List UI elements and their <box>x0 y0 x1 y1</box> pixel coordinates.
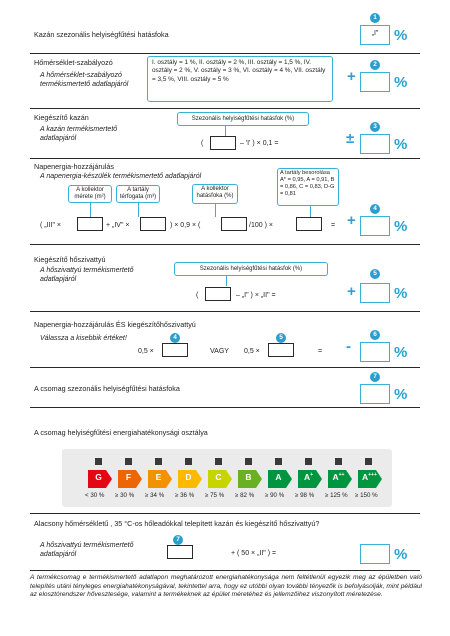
divider-4 <box>30 244 420 245</box>
tank-volume-label: A tartály térfogata (m³) <box>116 185 160 203</box>
energy-class-arrow <box>358 470 382 488</box>
energy-class-label: C <box>215 472 222 482</box>
energy-class-checkbox[interactable] <box>155 458 162 465</box>
badge-6: 6 <box>370 330 380 340</box>
energy-class-threshold: ≥ 82 % <box>235 492 255 499</box>
supplementary-boiler-box[interactable] <box>360 134 390 154</box>
heat-pump-efficiency-input[interactable] <box>205 287 231 301</box>
energy-class-label: A++ <box>332 472 345 482</box>
choice-value-4-input[interactable] <box>162 343 188 357</box>
temperature-controller-title: Hőmérséklet-szabályozó <box>34 58 113 67</box>
energy-class-label: D <box>185 472 192 482</box>
low-temp-result-box[interactable] <box>360 544 390 564</box>
energy-class-arrow <box>268 470 292 488</box>
plus-minus-sign-3: ± <box>346 130 355 147</box>
boiler-formula-open: ( <box>201 140 204 147</box>
solar-heat-pump-box[interactable] <box>360 342 390 362</box>
heat-pump-box[interactable] <box>360 283 390 303</box>
solar-and-heat-pump-title: Napenergia-hozzájárulás ÉS kiegészítőhőszivattyú <box>34 320 196 329</box>
energy-class-threshold: ≥ 90 % <box>265 492 285 499</box>
solar-formula-mid: ) × 0,9 × ( <box>170 222 201 229</box>
tank-class-label: A tartály besorolása A* = 0,95, A = 0,91, B = 0,86, C = 0,83, D-G = 0,81 <box>277 168 339 206</box>
boiler-efficiency-input[interactable] <box>210 136 236 150</box>
energy-class-label: E <box>155 472 162 482</box>
solar-contribution-title: Napenergia-hozzájárulás <box>34 162 114 171</box>
divider-1 <box>30 53 420 54</box>
percent-sign-3: % <box>394 136 408 153</box>
divider-7 <box>30 407 420 408</box>
supplementary-boiler-title: Kiegészítő kazán <box>34 113 89 122</box>
arrow-tank-volume <box>138 203 139 217</box>
boiler-arrow <box>225 126 226 136</box>
badge-6-5: 5 <box>276 333 286 343</box>
controller-class-table: I. osztály = 1 %, II. osztály = 2 %, III. osztály = 1,5 %, IV. osztály = 2 %, V. osztály = 3 %, VI. osztály = 4 %, VII. osztály = 3,5 %, VIII. osztály = 5 % <box>147 56 333 102</box>
low-temp-package-input[interactable] <box>167 545 193 559</box>
choice-formula-a: 0,5 × <box>138 348 154 355</box>
percent-sign-1: % <box>394 27 408 44</box>
energy-class-label: G <box>95 472 102 482</box>
arrow-collector-size <box>90 203 91 217</box>
energy-class-label: B <box>245 472 252 482</box>
badge-7: 7 <box>370 372 380 382</box>
energy-class-label: F <box>125 472 132 482</box>
disclaimer-footnote: A termékcsomag e termékismertető adatlapon meghatározott energiahatékonysága nem feltétlenül egyezik meg az épületben való telepítés utáni tényleges energiahatékonyságával, tekintettel arra, hogy ez utóbbi olyan további tényezők is befolyásolják, mint például az elosztórendszer hőveszteségе, valamint a termékeknek az épület méretéhez és jellemzőihez viszonyított méretezése. <box>30 574 422 599</box>
energy-class-checkbox[interactable] <box>275 458 282 465</box>
heat-pump-arrow <box>226 276 227 286</box>
solar-formula-plus: + „IV" × <box>106 222 130 229</box>
collector-efficiency-input[interactable] <box>221 217 247 231</box>
supplementary-boiler-subtitle: A kazán termékismertető adatlapjáról <box>40 126 118 142</box>
energy-class-arrow <box>148 470 172 488</box>
energy-class-checkbox[interactable] <box>125 458 132 465</box>
energy-class-title: A csomag helyiségfűtési energiahatékonysági osztálya <box>34 428 208 437</box>
boiler-formula-rest: – 'I' ) × 0,1 = <box>240 140 279 147</box>
energy-class-sup: +++ <box>368 472 377 479</box>
percent-sign-2: % <box>394 74 408 91</box>
minus-sign-6: - <box>346 338 351 355</box>
heat-pump-title: Kiegészítő hőszivattyú <box>34 255 106 264</box>
divider-3 <box>30 158 420 159</box>
energy-class-threshold: ≥ 36 % <box>175 492 195 499</box>
energy-class-checkbox[interactable] <box>95 458 102 465</box>
energy-class-checkbox[interactable] <box>335 458 342 465</box>
heat-pump-formula-open: ( <box>196 292 199 299</box>
energy-class-arrow <box>238 470 262 488</box>
percent-sign-5: % <box>394 285 408 302</box>
solar-formula-open: ( „III" × <box>40 222 61 229</box>
solar-formula-eq: = <box>331 222 336 229</box>
heat-pump-subtitle: A hőszivattyú termékismertető adatlapjáról <box>40 267 134 283</box>
divider-8 <box>30 513 420 514</box>
plus-sign-4: + <box>347 212 356 229</box>
energy-class-checkbox[interactable] <box>185 458 192 465</box>
energy-class-threshold: ≥ 30 % <box>115 492 135 499</box>
plus-sign-5: + <box>347 283 356 300</box>
boiler-efficiency-title: Kazán szezonális helyiségfűtési hatásfoka <box>34 30 169 39</box>
package-efficiency-title: A csomag szezonális helyiségfűtési hatásfoka <box>34 384 180 393</box>
energy-class-label: A+ <box>303 472 314 482</box>
percent-sign-6: % <box>394 344 408 361</box>
divider-2 <box>30 108 420 109</box>
badge-4: 4 <box>370 204 380 214</box>
energy-class-label: A <box>275 472 282 482</box>
boiler-efficiency-label: Szezonális helyiségfűtési hatásfok (%) <box>177 112 309 126</box>
energy-class-checkbox[interactable] <box>245 458 252 465</box>
energy-class-checkbox[interactable] <box>215 458 222 465</box>
solar-formula-div: /100 ) × <box>249 222 273 229</box>
energy-class-checkbox[interactable] <box>305 458 312 465</box>
badge-9-7: 7 <box>173 535 183 545</box>
solar-contribution-subtitle: A napenergia-készülék termékismertető adatlapjáról <box>40 173 202 180</box>
energy-class-arrow <box>118 470 142 488</box>
percent-sign-4: % <box>394 218 408 235</box>
energy-class-checkbox[interactable] <box>365 458 372 465</box>
controller-contribution-box[interactable] <box>360 72 390 92</box>
energy-class-label: A+++ <box>362 472 377 482</box>
energy-class-arrow <box>88 470 112 488</box>
divider-9 <box>30 570 420 571</box>
energy-class-arrow <box>178 470 202 488</box>
plus-sign-2: + <box>347 68 356 85</box>
collector-size-input[interactable] <box>77 217 103 231</box>
boiler-efficiency-value: „I" <box>371 30 379 37</box>
percent-sign-9: % <box>394 546 408 563</box>
divider-6 <box>30 367 420 368</box>
tank-volume-input[interactable] <box>140 217 166 231</box>
badge-2: 2 <box>370 60 380 70</box>
energy-class-threshold: ≥ 150 % <box>355 492 378 499</box>
heat-pump-formula-rest: – „I" ) × „II" = <box>236 292 276 299</box>
energy-class-arrow <box>208 470 232 488</box>
divider-5 <box>30 311 420 312</box>
package-efficiency-box[interactable] <box>360 384 390 404</box>
badge-1: 1 <box>370 13 380 23</box>
energy-class-sup: ++ <box>338 472 345 479</box>
choice-value-5-input[interactable] <box>268 343 294 357</box>
energy-class-threshold: ≥ 125 % <box>325 492 348 499</box>
solar-contribution-box[interactable] <box>360 216 390 236</box>
collector-efficiency-label: A kollektor hatásfoka (%) <box>192 184 238 204</box>
arrow-tank-class <box>310 206 311 217</box>
badge-6-4: 4 <box>170 333 180 343</box>
low-temp-formula: + ( 50 × „II" ) = <box>231 550 277 557</box>
collector-size-label: A kollektor mérete (m²) <box>68 185 112 203</box>
badge-5: 5 <box>370 269 380 279</box>
energy-class-threshold: ≥ 98 % <box>295 492 315 499</box>
or-label: VAGY <box>210 348 229 355</box>
heat-pump-efficiency-label: Szezonális helyiségfűtési hatásfok (%) <box>174 262 328 276</box>
energy-class-arrow <box>328 470 352 488</box>
temperature-controller-subtitle: A hőmérséklet-szabályozó termékismertető adatlapjáról <box>40 72 129 88</box>
energy-class-sup: + <box>310 472 314 479</box>
low-temp-question-title: Alacsony hőmérsékletű , 35 °C-os hőleadókkal telepített kazán és kiegészítő hőszivattyú? <box>34 519 320 528</box>
choice-eq: = <box>318 348 323 355</box>
choose-smaller-subtitle: Válassza a kisebbik értéket! <box>40 335 127 342</box>
low-temp-subtitle: A hőszivattyú termékismertető adatlapjáról <box>40 542 134 558</box>
energy-class-threshold: ≥ 75 % <box>205 492 225 499</box>
energy-class-arrow <box>298 470 322 488</box>
arrow-collector-eff <box>215 204 216 217</box>
choice-formula-b: 0,5 × <box>244 348 260 355</box>
boiler-efficiency-box[interactable] <box>360 25 390 45</box>
percent-sign-7: % <box>394 386 408 403</box>
energy-class-threshold: < 30 % <box>85 492 105 499</box>
badge-3: 3 <box>370 122 380 132</box>
energy-class-threshold: ≥ 34 % <box>145 492 165 499</box>
tank-class-input[interactable] <box>296 217 322 231</box>
